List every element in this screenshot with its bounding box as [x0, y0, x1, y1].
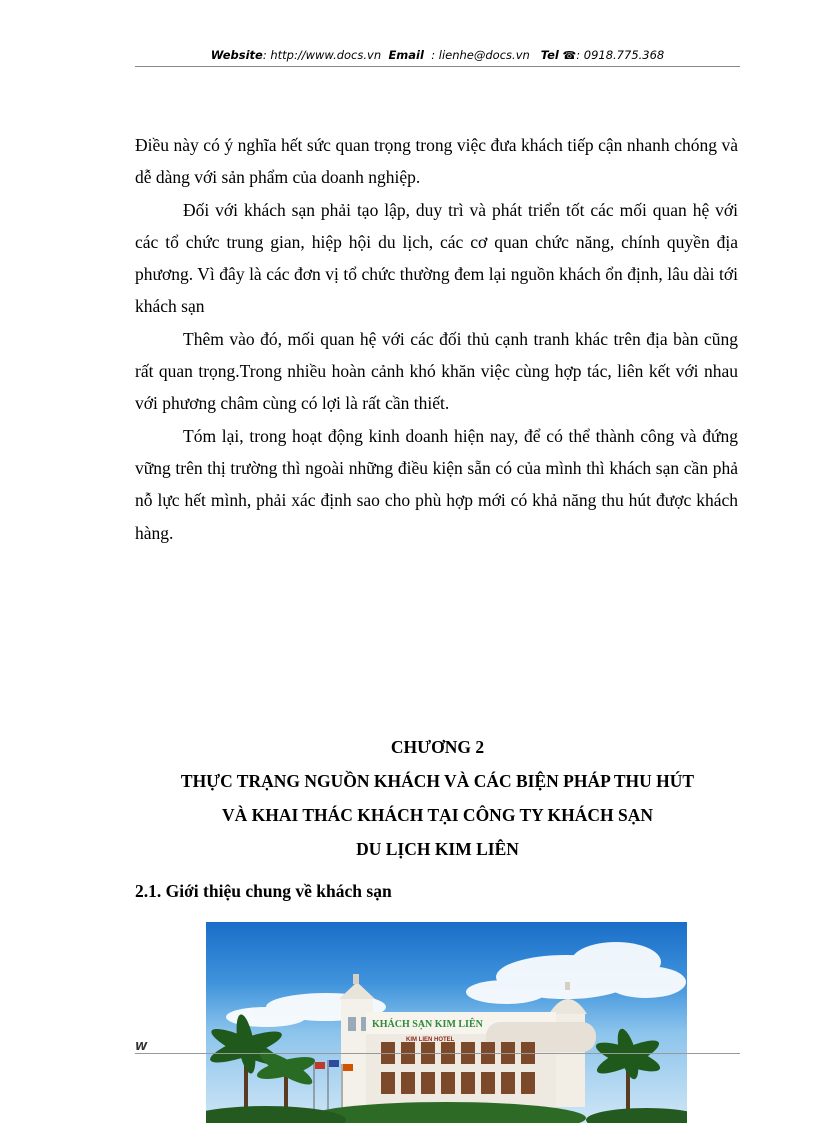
hotel-sign-sub: KIM LIEN HOTEL — [406, 1037, 455, 1043]
page-header — [135, 46, 740, 67]
chapter-number: CHƯƠNG 2 — [390, 737, 485, 757]
hotel-photo — [206, 922, 687, 1123]
paragraph-4: Tóm lại, trong hoạt động kinh doanh hiện nay, để có thể thành công và đứng vững trên thị trường thì ngoài những điều kiện sẵn có của mình thì khách sạn cần phả nỗ lực hết mình, phải xác định sao cho phù hợp mới có khả năng thu hút được khách hàng. — [135, 425, 738, 543]
section-heading: 2.1. Giới thiệu chung về khách sạn — [135, 881, 392, 901]
body-text — [135, 129, 738, 549]
email-label: Email — [388, 48, 424, 62]
hotel-sign-main: KHÁCH SẠN KIM LIÊN — [372, 1019, 483, 1030]
website-label: Website — [210, 48, 263, 62]
tel-value: : 0918.775.368 — [576, 48, 665, 62]
hotel-photo-illustration — [206, 922, 687, 1123]
email-value[interactable]: : lienhe@docs.vn — [431, 48, 530, 62]
chapter-title-line-1: THỰC TRẠNG NGUỒN KHÁCH VÀ CÁC BIỆN PHÁP THU HÚT — [180, 771, 695, 791]
chapter-heading — [135, 730, 740, 866]
paragraph-2: Đối với khách sạn phải tạo lập, duy trì và phát triển tốt các mối quan hệ với các tổ chức trung gian, hiệp hội du lịch, các cơ quan chức năng, chính quyền địa phương. Vì đây là các đơn vị tổ chức thường đem lại nguồn khách ổn định, lâu dài tới khách sạn — [135, 199, 738, 317]
paragraph-3: Thêm vào đó, mối quan hệ với các đối thủ cạnh tranh khác trên địa bàn cũng rất quan trọng.Trong nhiều hoàn cảnh khó khăn việc cùng hợp tác, liên kết với nhau với phương châm cùng có lợi là rất cần thiết. — [135, 328, 738, 414]
phone-icon: ☎ — [562, 49, 577, 62]
chapter-title-line-2: VÀ KHAI THÁC KHÁCH TẠI CÔNG TY KHÁCH SẠN — [221, 805, 654, 825]
paragraph-1: Điều này có ý nghĩa hết sức quan trọng trong việc đưa khách tiếp cận nhanh chóng và dễ dàng với sản phẩm của doanh nghiệp. — [135, 135, 738, 188]
tel-label: Tel — [540, 48, 559, 62]
chapter-title-line-3: DU LỊCH KIM LIÊN — [356, 839, 519, 859]
footer-mark: W — [135, 1040, 148, 1053]
footer-rule — [135, 1053, 740, 1054]
website-value[interactable]: : http://www.docs.vn — [262, 48, 382, 62]
